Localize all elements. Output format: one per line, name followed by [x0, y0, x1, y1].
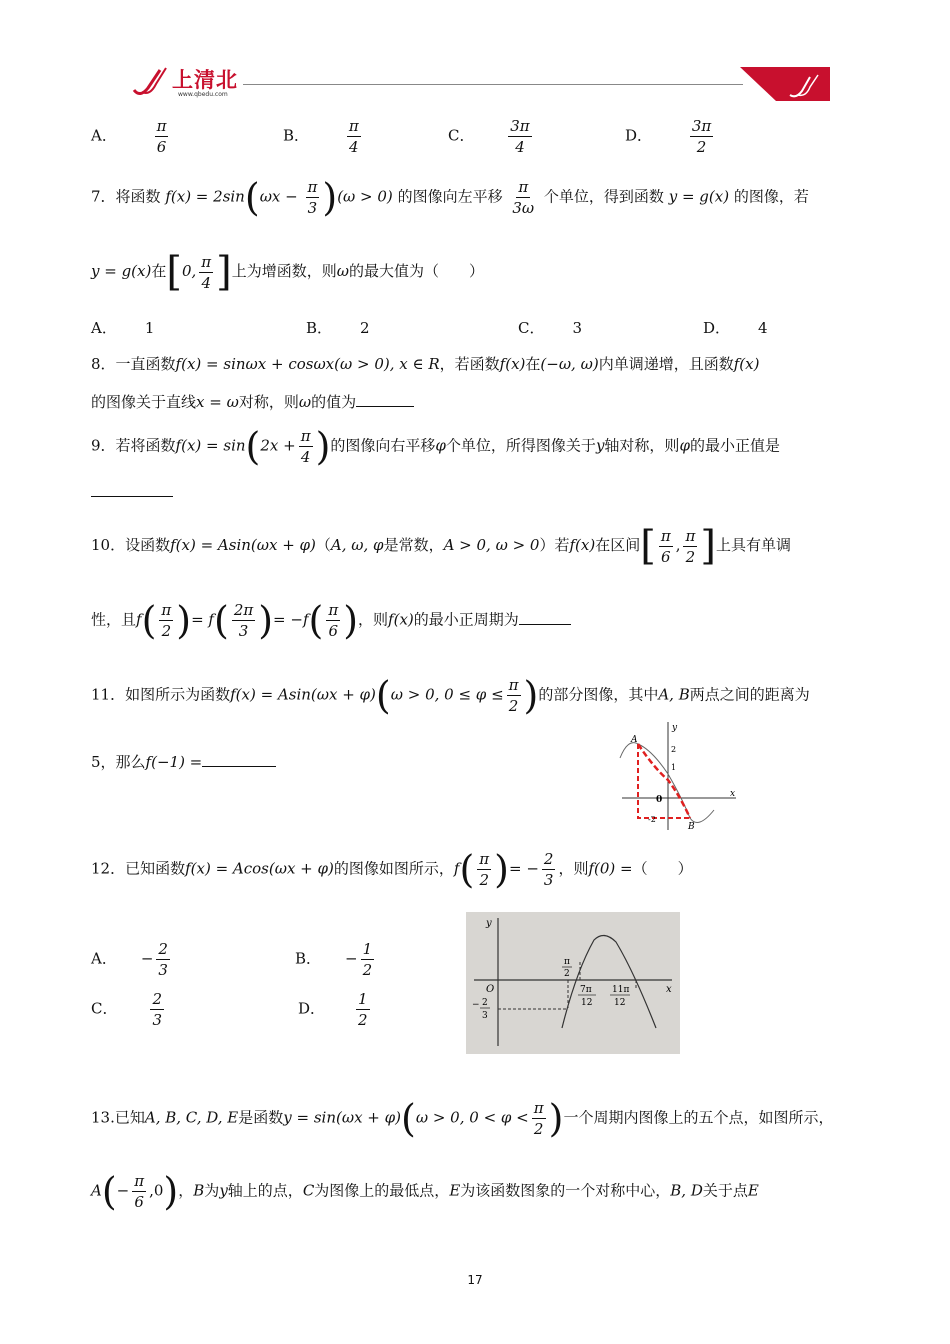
q11-tick-2: 2 — [671, 745, 677, 754]
q9-answer-blank[interactable] — [91, 496, 173, 497]
q12-m23-num: 2 — [482, 998, 488, 1008]
q7-line2: y = g(x)在[0, $\frac{\pi}{4}$ ]上为增函数，则ω的最大值为（ ） — [91, 249, 485, 295]
q11-line2: 5，那么f(−1) = — [91, 751, 276, 772]
brand-site: www.qbedu.com — [178, 91, 228, 98]
q12-y-label: y — [486, 918, 492, 929]
q11-tick-m2: -2 — [648, 815, 656, 824]
header-banner-icon — [740, 67, 830, 101]
q6-option-d: D． $\frac{3\pi}{2}$ — [625, 117, 712, 156]
q12-pi-num: π — [564, 957, 570, 967]
q12-photo-graph — [466, 912, 680, 1054]
brand-logo-icon — [130, 66, 174, 98]
q12-origin: O — [486, 984, 495, 995]
q12-pi-den: 2 — [564, 969, 570, 979]
header-rule — [243, 84, 743, 85]
q8-line1: 8．一直函数f(x) = sinωx + cosωx(ω > 0), x ∈ R，若函数f(x)在(−ω, ω)内单调递增，且函数f(x) — [91, 355, 760, 373]
q11-answer-blank[interactable] — [202, 766, 276, 767]
q7-option-d: D． 4 — [703, 319, 768, 337]
q13-line2: A(− $\frac{\pi}{6}$ ,0)，B为y轴上的点，C为图像上的最低点，E为该函数图象的一个对称中心，B, D关于点E — [91, 1169, 759, 1214]
q10-answer-blank[interactable] — [519, 624, 571, 625]
q11-graph — [618, 718, 740, 834]
q8-answer-blank[interactable] — [356, 406, 414, 407]
q12-t2-num: 11π — [612, 985, 630, 995]
q12-option-c: C． $\frac{2}{3}$ — [91, 990, 163, 1029]
q6-option-a: A． $\frac{\pi}{6}$ — [91, 117, 167, 156]
q10-line1: 10．设函数f(x) = Asin(ωx + φ)（A, ω, φ是常数，A > 0, ω > 0）若f(x)在区间[ $\frac{\pi}{6}$ , $\frac{\pi}{2}$ ]上具有单调 — [91, 523, 791, 569]
q12-x-label: x — [666, 984, 672, 995]
q13-line1: 13.已知A, B, C, D, E是函数y = sin(ωx + φ)(ω > 0, 0 < φ < $\frac{\pi}{2}$ )一个周期内图像上的五个点，如图所示， — [91, 1096, 834, 1141]
q7-option-a: A． 1 — [91, 319, 155, 337]
q12-option-d: D． $\frac{1}{2}$ — [298, 990, 368, 1029]
q12-t1-den: 12 — [581, 998, 593, 1008]
q12-option-a: A． − $\frac{2}{3}$ — [91, 940, 168, 979]
q12-option-b: B． − $\frac{1}{2}$ — [295, 940, 373, 979]
q11-tick-1: 1 — [671, 763, 677, 772]
q12-t1-num: 7π — [580, 985, 592, 995]
q11-origin: 0 — [656, 795, 663, 805]
q12-line1: 12．已知函数f(x) = Acos(ωx + φ)的图像如图所示，f( $\frac{\pi}{2}$ )= − $\frac{2}{3}$ ，则f(0) =（ ） — [91, 847, 693, 892]
q11-line1: 11．如图所示为函数f(x) = Asin(ωx + φ)(ω > 0, 0 ≤ φ ≤ $\frac{\pi}{2}$ )的部分图像，其中A, B两点之间的距离为 — [91, 673, 810, 718]
q11-point-b: B — [688, 822, 695, 832]
q12-m23-sign: − — [472, 1000, 480, 1010]
q12-t2-den: 12 — [614, 998, 626, 1008]
q11-dashed-ab — [638, 744, 690, 818]
q11-curve — [620, 743, 714, 823]
q7-option-b: B． 2 — [306, 319, 370, 337]
brand-name: 上清北 — [172, 68, 238, 92]
q7-line1: 7．将函数 f(x) = 2sin(ωx − $\frac{\pi}{3}$ )(ω > 0) 的图像向左平移 $\frac{\pi}{3\omega}$ 个单位，得到函数 y = g(x) 的图像，若 — [91, 175, 809, 220]
q8-line2: 的图像关于直线x = ω对称，则ω的值为 — [91, 391, 414, 412]
q11-y-label: y — [672, 723, 678, 733]
q7-option-c: C． 3 — [518, 319, 583, 337]
page-number: 17 — [467, 1273, 483, 1287]
q6-option-b: B． $\frac{\pi}{4}$ — [283, 117, 359, 156]
q6-option-c: C． $\frac{3\pi}{4}$ — [448, 117, 530, 156]
q11-x-label: x — [730, 789, 736, 799]
q9-line1: 9．若将函数f(x) = sin(2x + $\frac{\pi}{4}$ )的图像向右平移φ个单位，所得图像关于y轴对称，则φ的最小正值是 — [91, 424, 780, 469]
q10-line2: 性，且f( $\frac{\pi}{2}$ )= f( $\frac{2\pi}{3}$ )= −f( $\frac{\pi}{6}$ )，则f(x)的最小正周期为 — [91, 601, 571, 640]
q12-m23-den: 3 — [482, 1011, 488, 1021]
q11-point-a: A — [631, 735, 638, 745]
